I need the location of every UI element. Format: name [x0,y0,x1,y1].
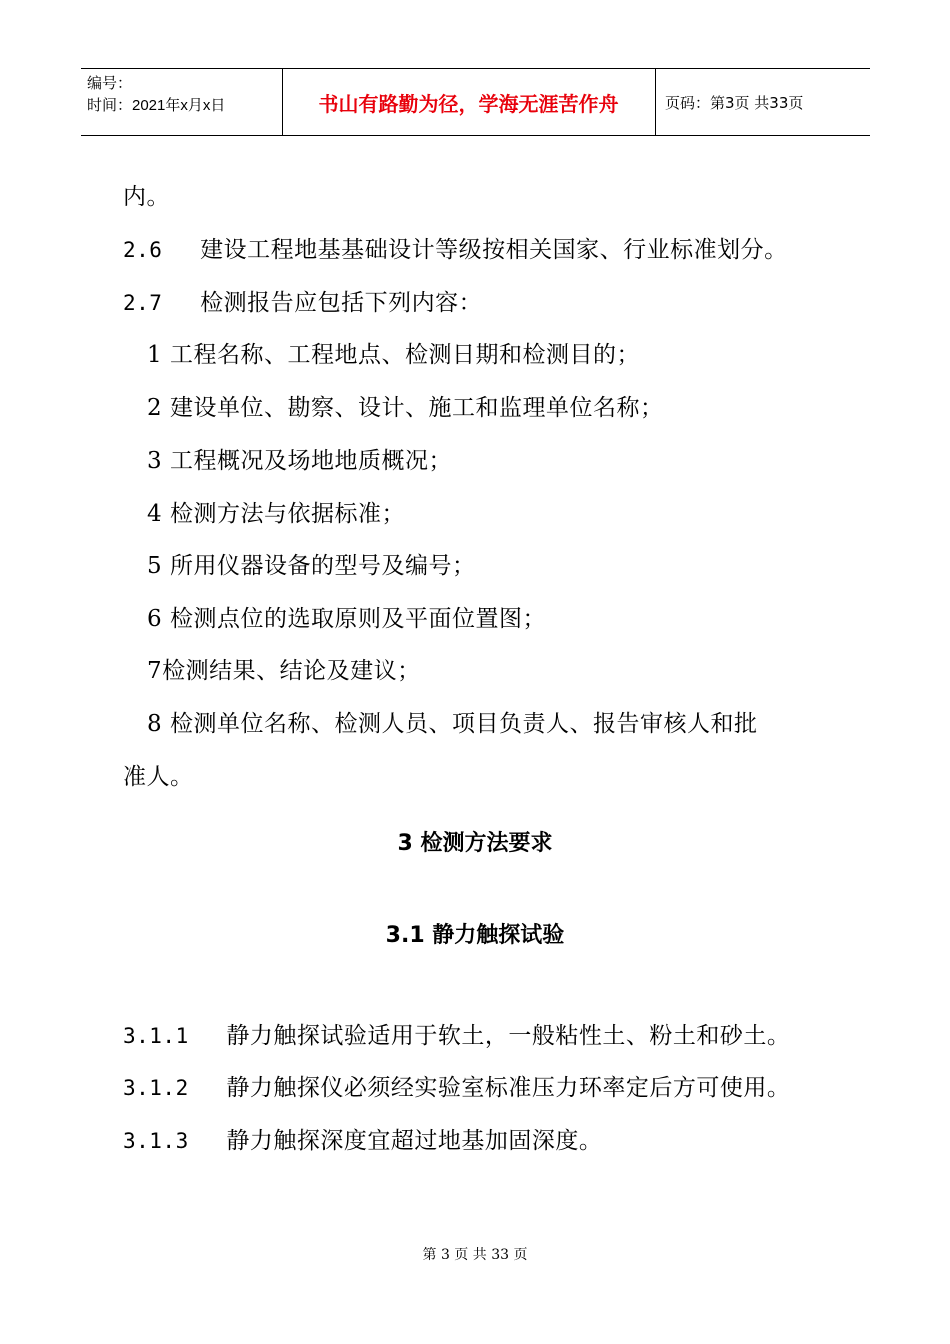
list-item: 2 建设单位、勘察、设计、施工和监理单位名称； [147,395,664,421]
list-item: 1 工程名称、工程地点、检测日期和检测目的； [147,342,640,368]
header-divider [655,69,656,135]
list-item-continuation: 准人。 [123,764,194,790]
clause-text: 静力触探试验适用于软土，一般粘性土、粉土和砂土。 [226,1023,791,1049]
section-heading: 3 检测方法要求 [397,831,553,856]
list-item: 8 检测单位名称、检测人员、项目负责人、报告审核人和批 [147,711,758,737]
clause-number: 3.1.2 [123,1076,189,1100]
clause-text: 静力触探深度宜超过地基加固深度。 [226,1128,603,1154]
document-number-label: 编号： [87,75,133,92]
list-item: 6 检测点位的选取原则及平面位置图； [147,606,546,632]
clause-3-1-2 [123,1073,790,1103]
list-item: 5 所用仪器设备的型号及编号； [147,553,476,579]
clause-3-1-1 [123,1021,790,1051]
list-item: 7检测结果、结论及建议； [147,658,421,684]
list-item: 3 工程概况及场地地质概况； [147,448,452,474]
clause-2-6 [123,235,788,265]
header-motto: 书山有路勤为径，学海无涯苦作舟 [318,91,619,116]
document-time-label: 时间：2021年x月x日 [87,97,226,114]
clause-number: 3.1.1 [123,1024,189,1048]
clause-3-1-3 [123,1126,602,1156]
clause-text: 检测报告应包括下列内容： [200,290,483,316]
clause-2-7 [123,288,482,318]
clause-text: 静力触探仪必须经实验室标准压力环率定后方可使用。 [226,1075,791,1101]
subsection-heading: 3.1 静力触探试验 [385,923,565,948]
clause-text: 建设工程地基基础设计等级按相关国家、行业标准划分。 [200,237,788,263]
clause-number: 2.7 [123,291,163,315]
clause-number: 2.6 [123,238,163,262]
list-item: 4 检测方法与依据标准； [147,501,405,527]
page-header [81,68,870,136]
header-meta [87,73,225,117]
clause-number: 3.1.3 [123,1129,189,1153]
paragraph-continuation: 内。 [123,184,170,210]
page-footer: 第 3 页 共 33 页 [422,1247,528,1263]
header-page-info: 页码：第3页 共33页 [665,93,804,112]
